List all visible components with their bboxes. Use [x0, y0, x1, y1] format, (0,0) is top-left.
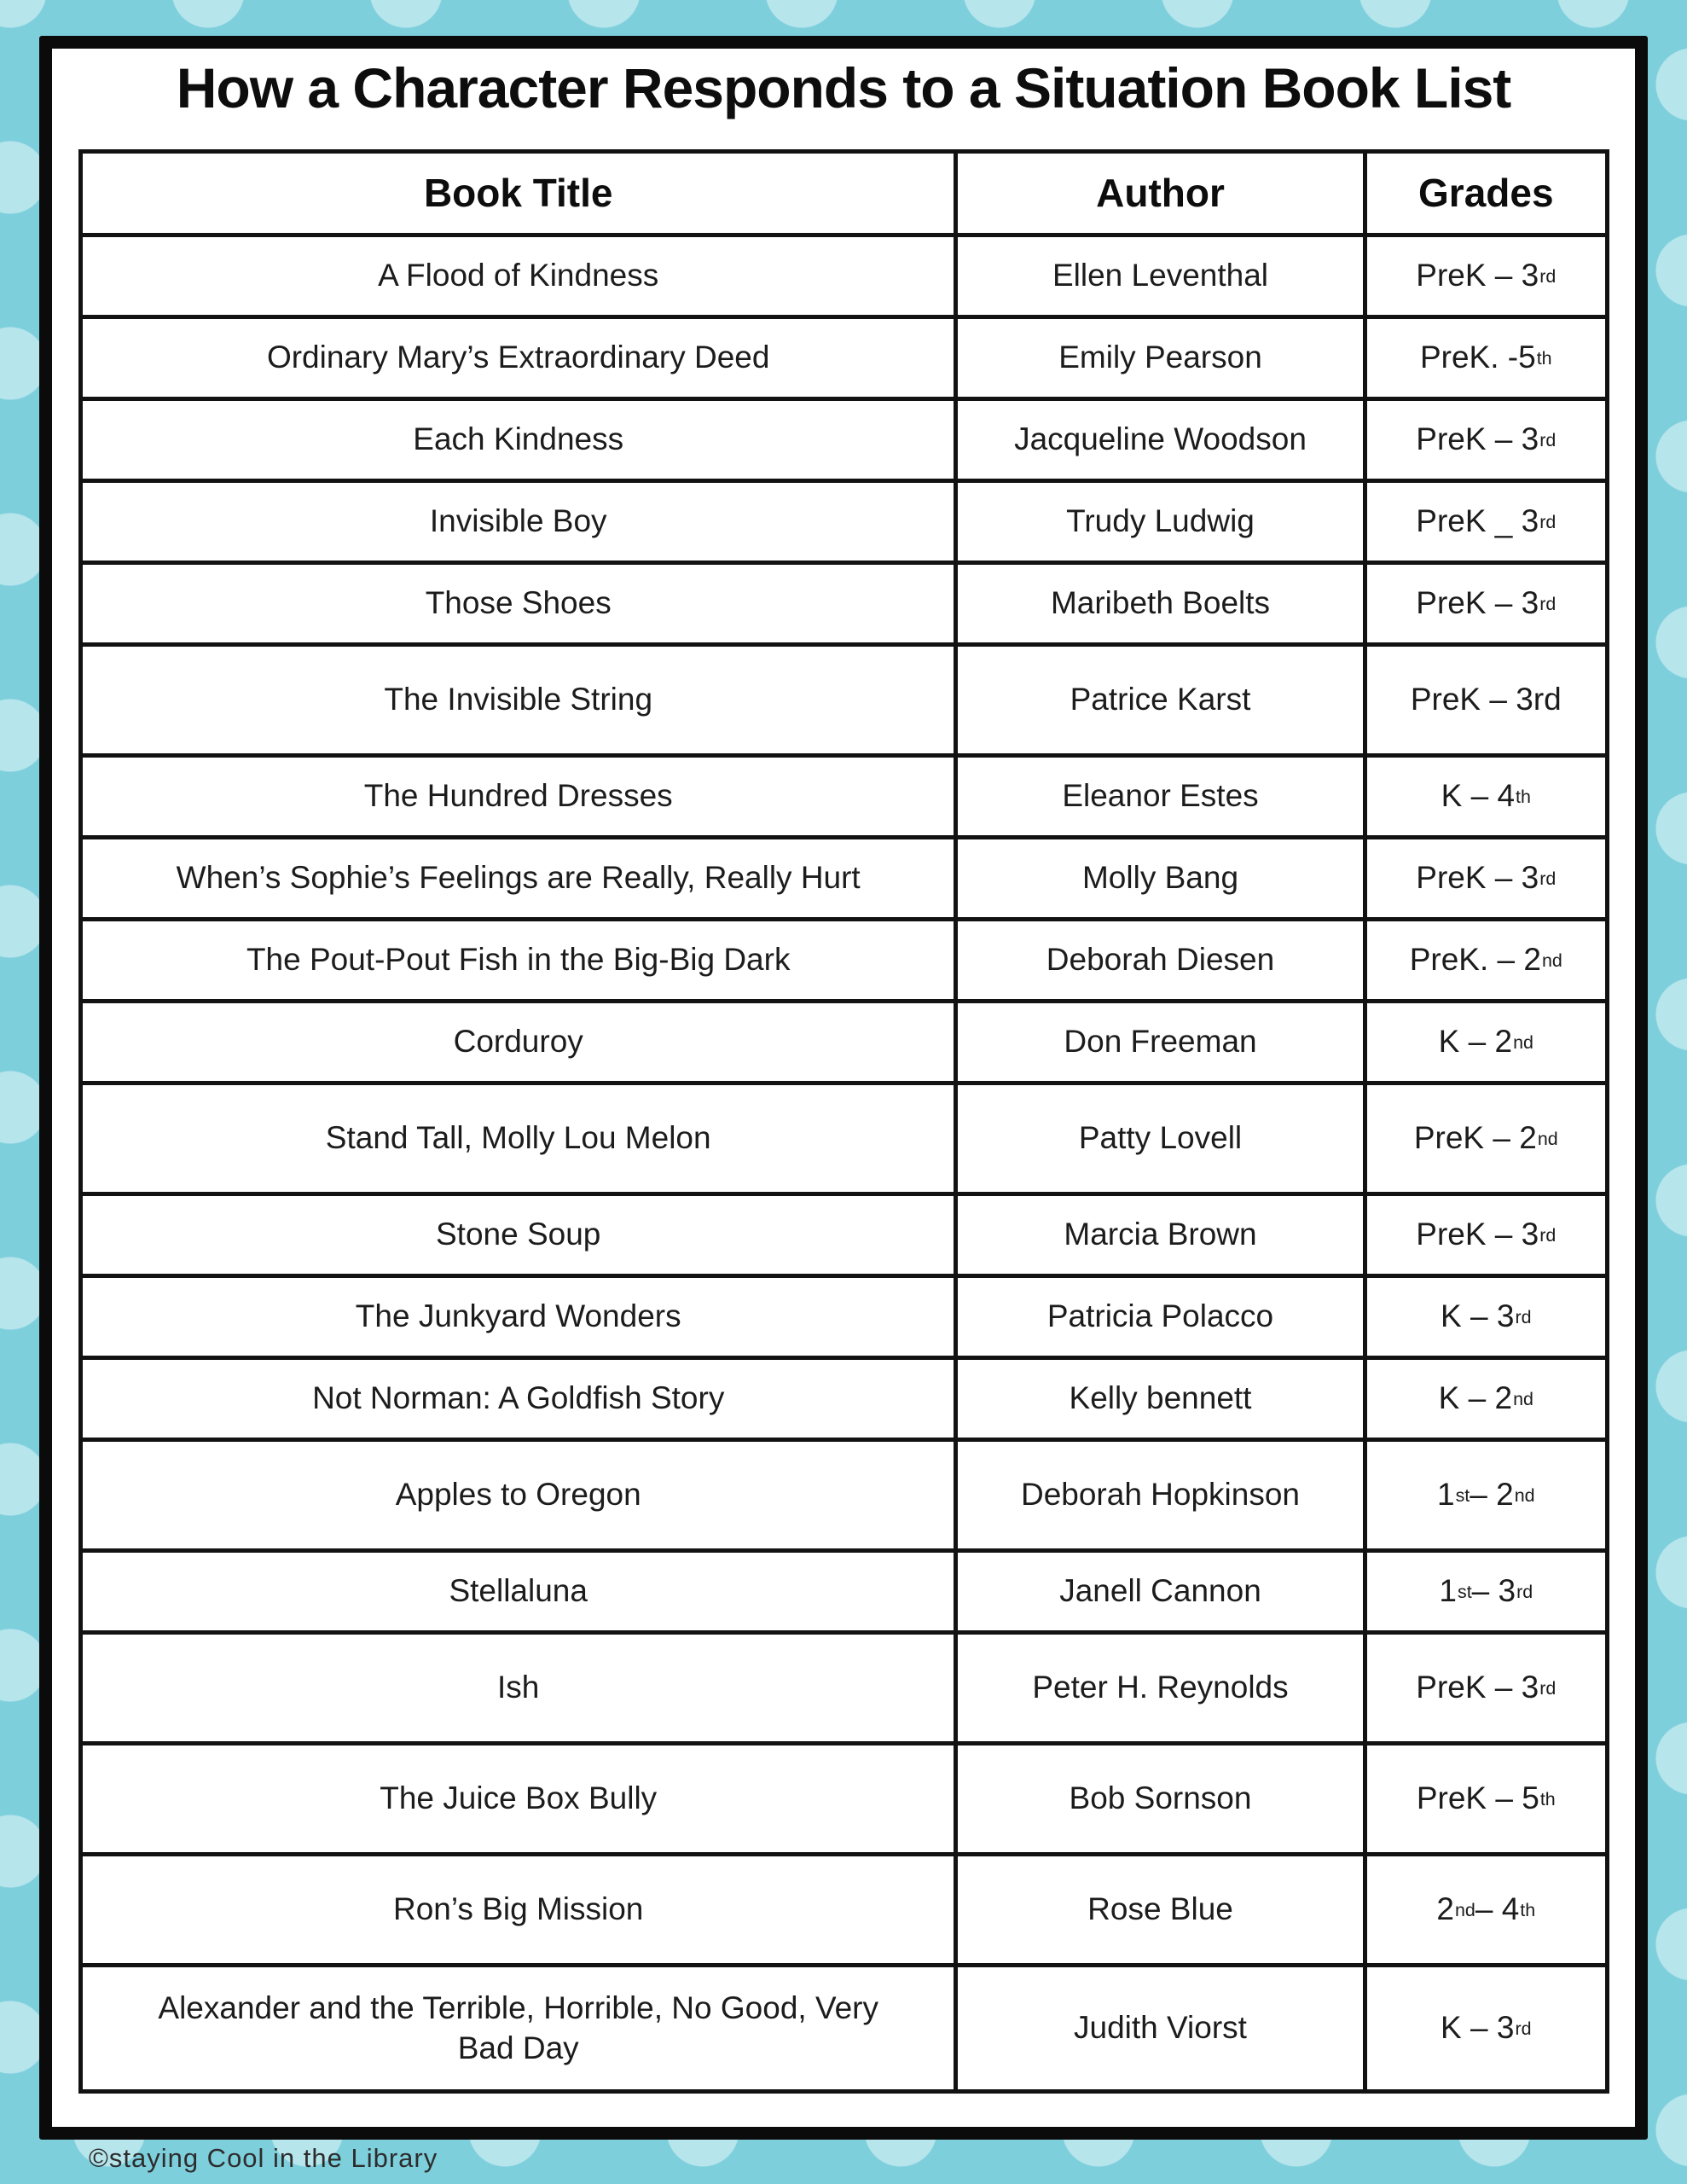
author-cell: Patrice Karst [954, 647, 1362, 753]
grades-cell: PreK – 2 nd [1363, 1085, 1605, 1192]
book-title-cell: Not Norman: A Goldfish Story [312, 1380, 725, 1416]
grades-cell: PreK _ 3 rd [1363, 483, 1605, 561]
table-row [83, 999, 1605, 1081]
author-cell: Patricia Polacco [954, 1278, 1362, 1356]
grades-cell: PreK – 3rd [1363, 647, 1605, 753]
table-row [83, 1963, 1605, 2089]
grades-cell: 1 st – 3 rd [1363, 1553, 1605, 1630]
book-title-cell: Each Kindness [413, 421, 624, 457]
table-row [83, 1630, 1605, 1741]
book-title-cell: Invisible Boy [429, 503, 607, 539]
table-row [83, 835, 1605, 917]
grades-cell: K – 2 nd [1363, 1003, 1605, 1081]
book-title-cell: The Juice Box Bully [380, 1780, 658, 1816]
book-title-cell: Ron’s Big Mission [393, 1891, 644, 1927]
book-title-cell: When’s Sophie’s Feelings are Really, Really Hurt [176, 860, 861, 896]
grades-cell: K – 3 rd [1363, 1967, 1605, 2089]
book-title-cell: The Pout-Pout Fish in the Big-Big Dark [246, 942, 791, 978]
book-title-cell: A Flood of Kindness [378, 258, 659, 293]
book-title-cell: Alexander and the Terrible, Horrible, No Good, Very Bad Day [158, 1990, 878, 2065]
author-cell: Janell Cannon [954, 1553, 1362, 1630]
book-title-cell: Apples to Oregon [395, 1477, 641, 1513]
table-row [83, 561, 1605, 642]
book-title-cell: Ish [497, 1670, 540, 1705]
table-row [83, 1548, 1605, 1630]
grades-cell: PreK – 5 th [1363, 1745, 1605, 1852]
book-title-cell: Stone Soup [436, 1217, 601, 1252]
grades-cell: PreK. -5 th [1363, 319, 1605, 397]
book-title-cell: Stand Tall, Molly Lou Melon [325, 1120, 711, 1156]
column-header-grades: Grades [1363, 154, 1605, 233]
column-header-book-title: Book Title [423, 170, 613, 215]
book-title-cell: The Hundred Dresses [363, 778, 673, 814]
grades-cell: PreK – 3 rd [1363, 1196, 1605, 1274]
page-title: How a Character Responds to a Situation Book List [176, 56, 1511, 119]
book-title-cell: Stellaluna [449, 1573, 588, 1609]
author-cell: Deborah Diesen [954, 921, 1362, 999]
book-title-cell: The Junkyard Wonders [355, 1298, 681, 1334]
grades-cell: K – 4 th [1363, 758, 1605, 835]
book-list-table [78, 149, 1609, 2094]
author-cell: Peter H. Reynolds [954, 1635, 1362, 1741]
grades-cell: PreK – 3 rd [1363, 401, 1605, 479]
table-row [83, 642, 1605, 753]
table-row [83, 397, 1605, 479]
author-cell: Deborah Hopkinson [954, 1442, 1362, 1548]
grades-cell: 1 st – 2 nd [1363, 1442, 1605, 1548]
book-title-cell: Ordinary Mary’s Extraordinary Deed [266, 340, 770, 375]
author-cell: Molly Bang [954, 839, 1362, 917]
table-row [83, 1852, 1605, 1963]
table-row [83, 1741, 1605, 1852]
copyright-text: ©staying Cool in the Library [89, 2143, 438, 2173]
author-cell: Ellen Leventhal [954, 237, 1362, 315]
book-title-cell: Corduroy [453, 1024, 583, 1060]
author-cell: Maribeth Boelts [954, 565, 1362, 642]
author-cell: Eleanor Estes [954, 758, 1362, 835]
book-title-cell: The Invisible String [384, 682, 653, 717]
grades-cell: PreK – 3 rd [1363, 565, 1605, 642]
table-row [83, 1192, 1605, 1274]
grades-cell: PreK – 3 rd [1363, 1635, 1605, 1741]
worksheet-page [39, 36, 1648, 2140]
author-cell: Marcia Brown [954, 1196, 1362, 1274]
grades-cell: K – 2 nd [1363, 1360, 1605, 1438]
table-row [83, 1356, 1605, 1438]
author-cell: Kelly bennett [954, 1360, 1362, 1438]
table-row [83, 1081, 1605, 1192]
author-cell: Don Freeman [954, 1003, 1362, 1081]
table-header-row [83, 154, 1605, 233]
grades-cell: PreK – 3 rd [1363, 237, 1605, 315]
author-cell: Patty Lovell [954, 1085, 1362, 1192]
grades-cell: PreK. – 2 nd [1363, 921, 1605, 999]
table-row [83, 1438, 1605, 1548]
grades-cell: PreK – 3 rd [1363, 839, 1605, 917]
grades-cell: K – 3 rd [1363, 1278, 1605, 1356]
author-cell: Emily Pearson [954, 319, 1362, 397]
author-cell: Jacqueline Woodson [954, 401, 1362, 479]
table-row [83, 479, 1605, 561]
author-cell: Bob Sornson [954, 1745, 1362, 1852]
table-row [83, 917, 1605, 999]
column-header-author: Author [954, 154, 1362, 233]
book-title-cell: Those Shoes [425, 585, 612, 621]
table-row [83, 753, 1605, 835]
grades-cell: 2 nd – 4 th [1363, 1856, 1605, 1963]
table-row [83, 1274, 1605, 1356]
author-cell: Judith Viorst [954, 1967, 1362, 2089]
author-cell: Rose Blue [954, 1856, 1362, 1963]
table-row [83, 233, 1605, 315]
table-row [83, 315, 1605, 397]
author-cell: Trudy Ludwig [954, 483, 1362, 561]
